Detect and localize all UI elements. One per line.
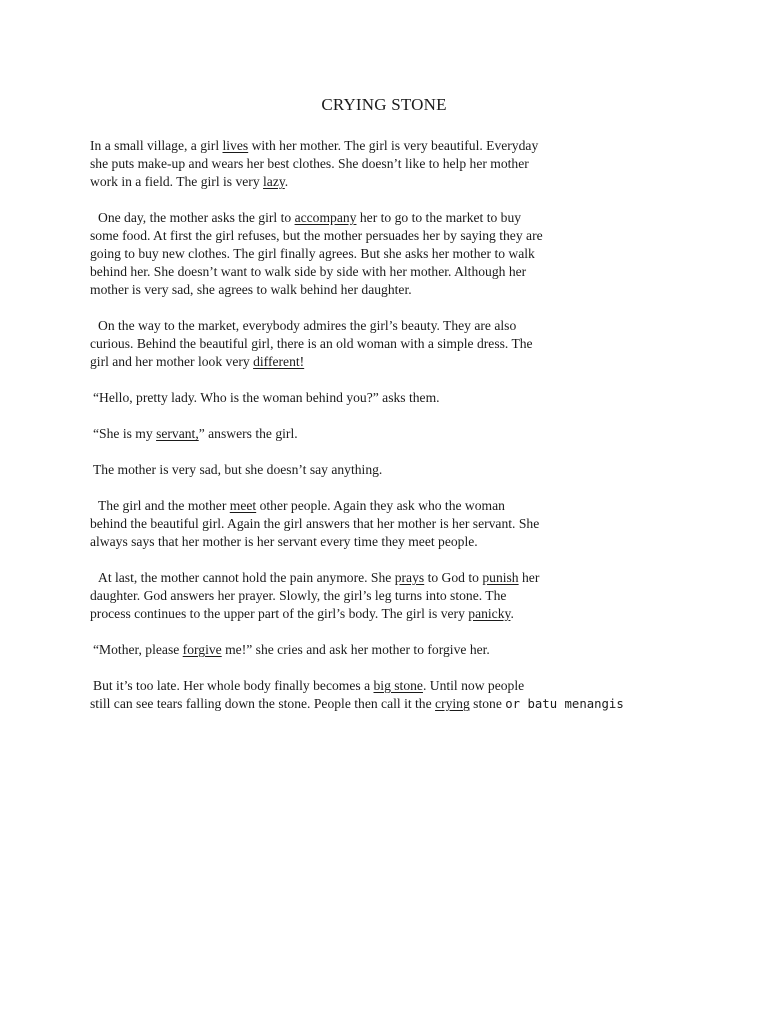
underlined-word: accompany: [294, 210, 357, 225]
underlined-word: forgive: [182, 642, 222, 657]
story-paragraph: [90, 425, 760, 443]
underlined-word: punish: [482, 570, 519, 585]
paragraph-line: [90, 335, 760, 353]
paragraph-line: [90, 155, 760, 173]
paragraph-line: [90, 695, 760, 713]
underlined-word: lives: [222, 138, 249, 153]
paragraph-line: [90, 587, 760, 605]
story-paragraph: [90, 569, 760, 623]
paragraph-line: [90, 641, 760, 659]
text-run-monospace: or batu menangis: [505, 697, 624, 711]
paragraph-line: [90, 263, 760, 281]
story-paragraph: [90, 461, 760, 479]
document-body: [90, 137, 760, 731]
text-run: daughter. God answers her prayer. Slowly, the girl’s leg turns into stone. The: [90, 588, 507, 603]
underlined-word: prays: [394, 570, 425, 585]
text-run: But it’s too late. Her whole body finally becomes a: [93, 678, 374, 693]
text-run: curious. Behind the beautiful girl, there is an old woman with a simple dress. The: [90, 336, 533, 351]
text-run: One day, the mother asks the girl to: [98, 210, 295, 225]
underlined-word: different!: [253, 354, 305, 369]
text-run: she puts make-up and wears her best clothes. She doesn’t like to help her mother: [90, 156, 529, 171]
story-paragraph: [90, 677, 760, 713]
underlined-word: panicky: [468, 606, 511, 621]
story-paragraph: [90, 389, 760, 407]
text-run: still can see tears falling down the stone. People then call it the: [90, 696, 436, 711]
text-run: In a small village, a girl: [90, 138, 223, 153]
text-run: me!” she cries and ask her mother to forgive her.: [221, 642, 490, 657]
text-run: .: [284, 174, 289, 189]
text-run: At last, the mother cannot hold the pain anymore. She: [98, 570, 395, 585]
paragraph-line: [90, 515, 760, 533]
text-run: going to buy new clothes. The girl finally agrees. But she asks her mother to walk: [90, 246, 535, 261]
story-paragraph: [90, 209, 760, 299]
text-run: The mother is very sad, but she doesn’t say anything.: [93, 462, 383, 477]
text-run: work in a field. The girl is very: [90, 174, 264, 189]
paragraph-line: [90, 425, 760, 443]
paragraph-line: [90, 605, 760, 623]
text-run: On the way to the market, everybody admires the girl’s beauty. They are also: [98, 318, 517, 333]
text-run: her to go to the market to buy: [356, 210, 522, 225]
paragraph-line: [90, 353, 760, 371]
paragraph-line: [90, 677, 760, 695]
text-run: some food. At first the girl refuses, but the mother persuades her by saying they are: [90, 228, 543, 243]
paragraph-line: [90, 389, 760, 407]
paragraph-line: [90, 137, 760, 155]
text-run: girl and her mother look very: [90, 354, 254, 369]
text-run: “Hello, pretty lady. Who is the woman behind you?” asks them.: [93, 390, 440, 405]
text-run: .: [510, 606, 514, 621]
paragraph-line: [90, 281, 760, 299]
text-run: with her mother. The girl is very beautiful. Everyday: [248, 138, 539, 153]
underlined-word: meet: [229, 498, 257, 513]
underlined-word: big stone: [373, 678, 423, 693]
paragraph-line: [90, 533, 760, 551]
paragraph-line: [90, 569, 760, 587]
text-run: The girl and the mother: [98, 498, 230, 513]
text-run: always says that her mother is her servant every time they meet people.: [90, 534, 478, 549]
underlined-word: crying: [435, 696, 470, 711]
text-run: other people. Again they ask who the woman: [256, 498, 505, 513]
text-run: her: [518, 570, 540, 585]
paragraph-line: [90, 317, 760, 335]
underlined-word: lazy: [263, 174, 285, 189]
paragraph-line: [90, 227, 760, 245]
text-run: “Mother, please: [93, 642, 183, 657]
paragraph-line: [90, 245, 760, 263]
text-run: ” answers the girl.: [198, 426, 298, 441]
text-run: behind the beautiful girl. Again the girl answers that her mother is her servant. She: [90, 516, 540, 531]
text-run: stone: [469, 696, 506, 711]
text-run: behind her. She doesn’t want to walk side by side with her mother. Although her: [90, 264, 527, 279]
text-run: . Until now people: [422, 678, 525, 693]
text-run: to God to: [424, 570, 483, 585]
story-paragraph: [90, 137, 760, 191]
story-paragraph: [90, 641, 760, 659]
underlined-word: servant,: [156, 426, 199, 441]
paragraph-line: [90, 173, 760, 191]
paragraph-line: [90, 209, 760, 227]
paragraph-line: [90, 461, 760, 479]
text-run: mother is very sad, she agrees to walk behind her daughter.: [90, 282, 412, 297]
paragraph-line: [90, 497, 760, 515]
story-paragraph: [90, 497, 760, 551]
story-paragraph: [90, 317, 760, 371]
text-run: process continues to the upper part of the girl’s body. The girl is very: [90, 606, 469, 621]
document-title: CRYING STONE: [321, 95, 447, 114]
text-run: “She is my: [93, 426, 157, 441]
